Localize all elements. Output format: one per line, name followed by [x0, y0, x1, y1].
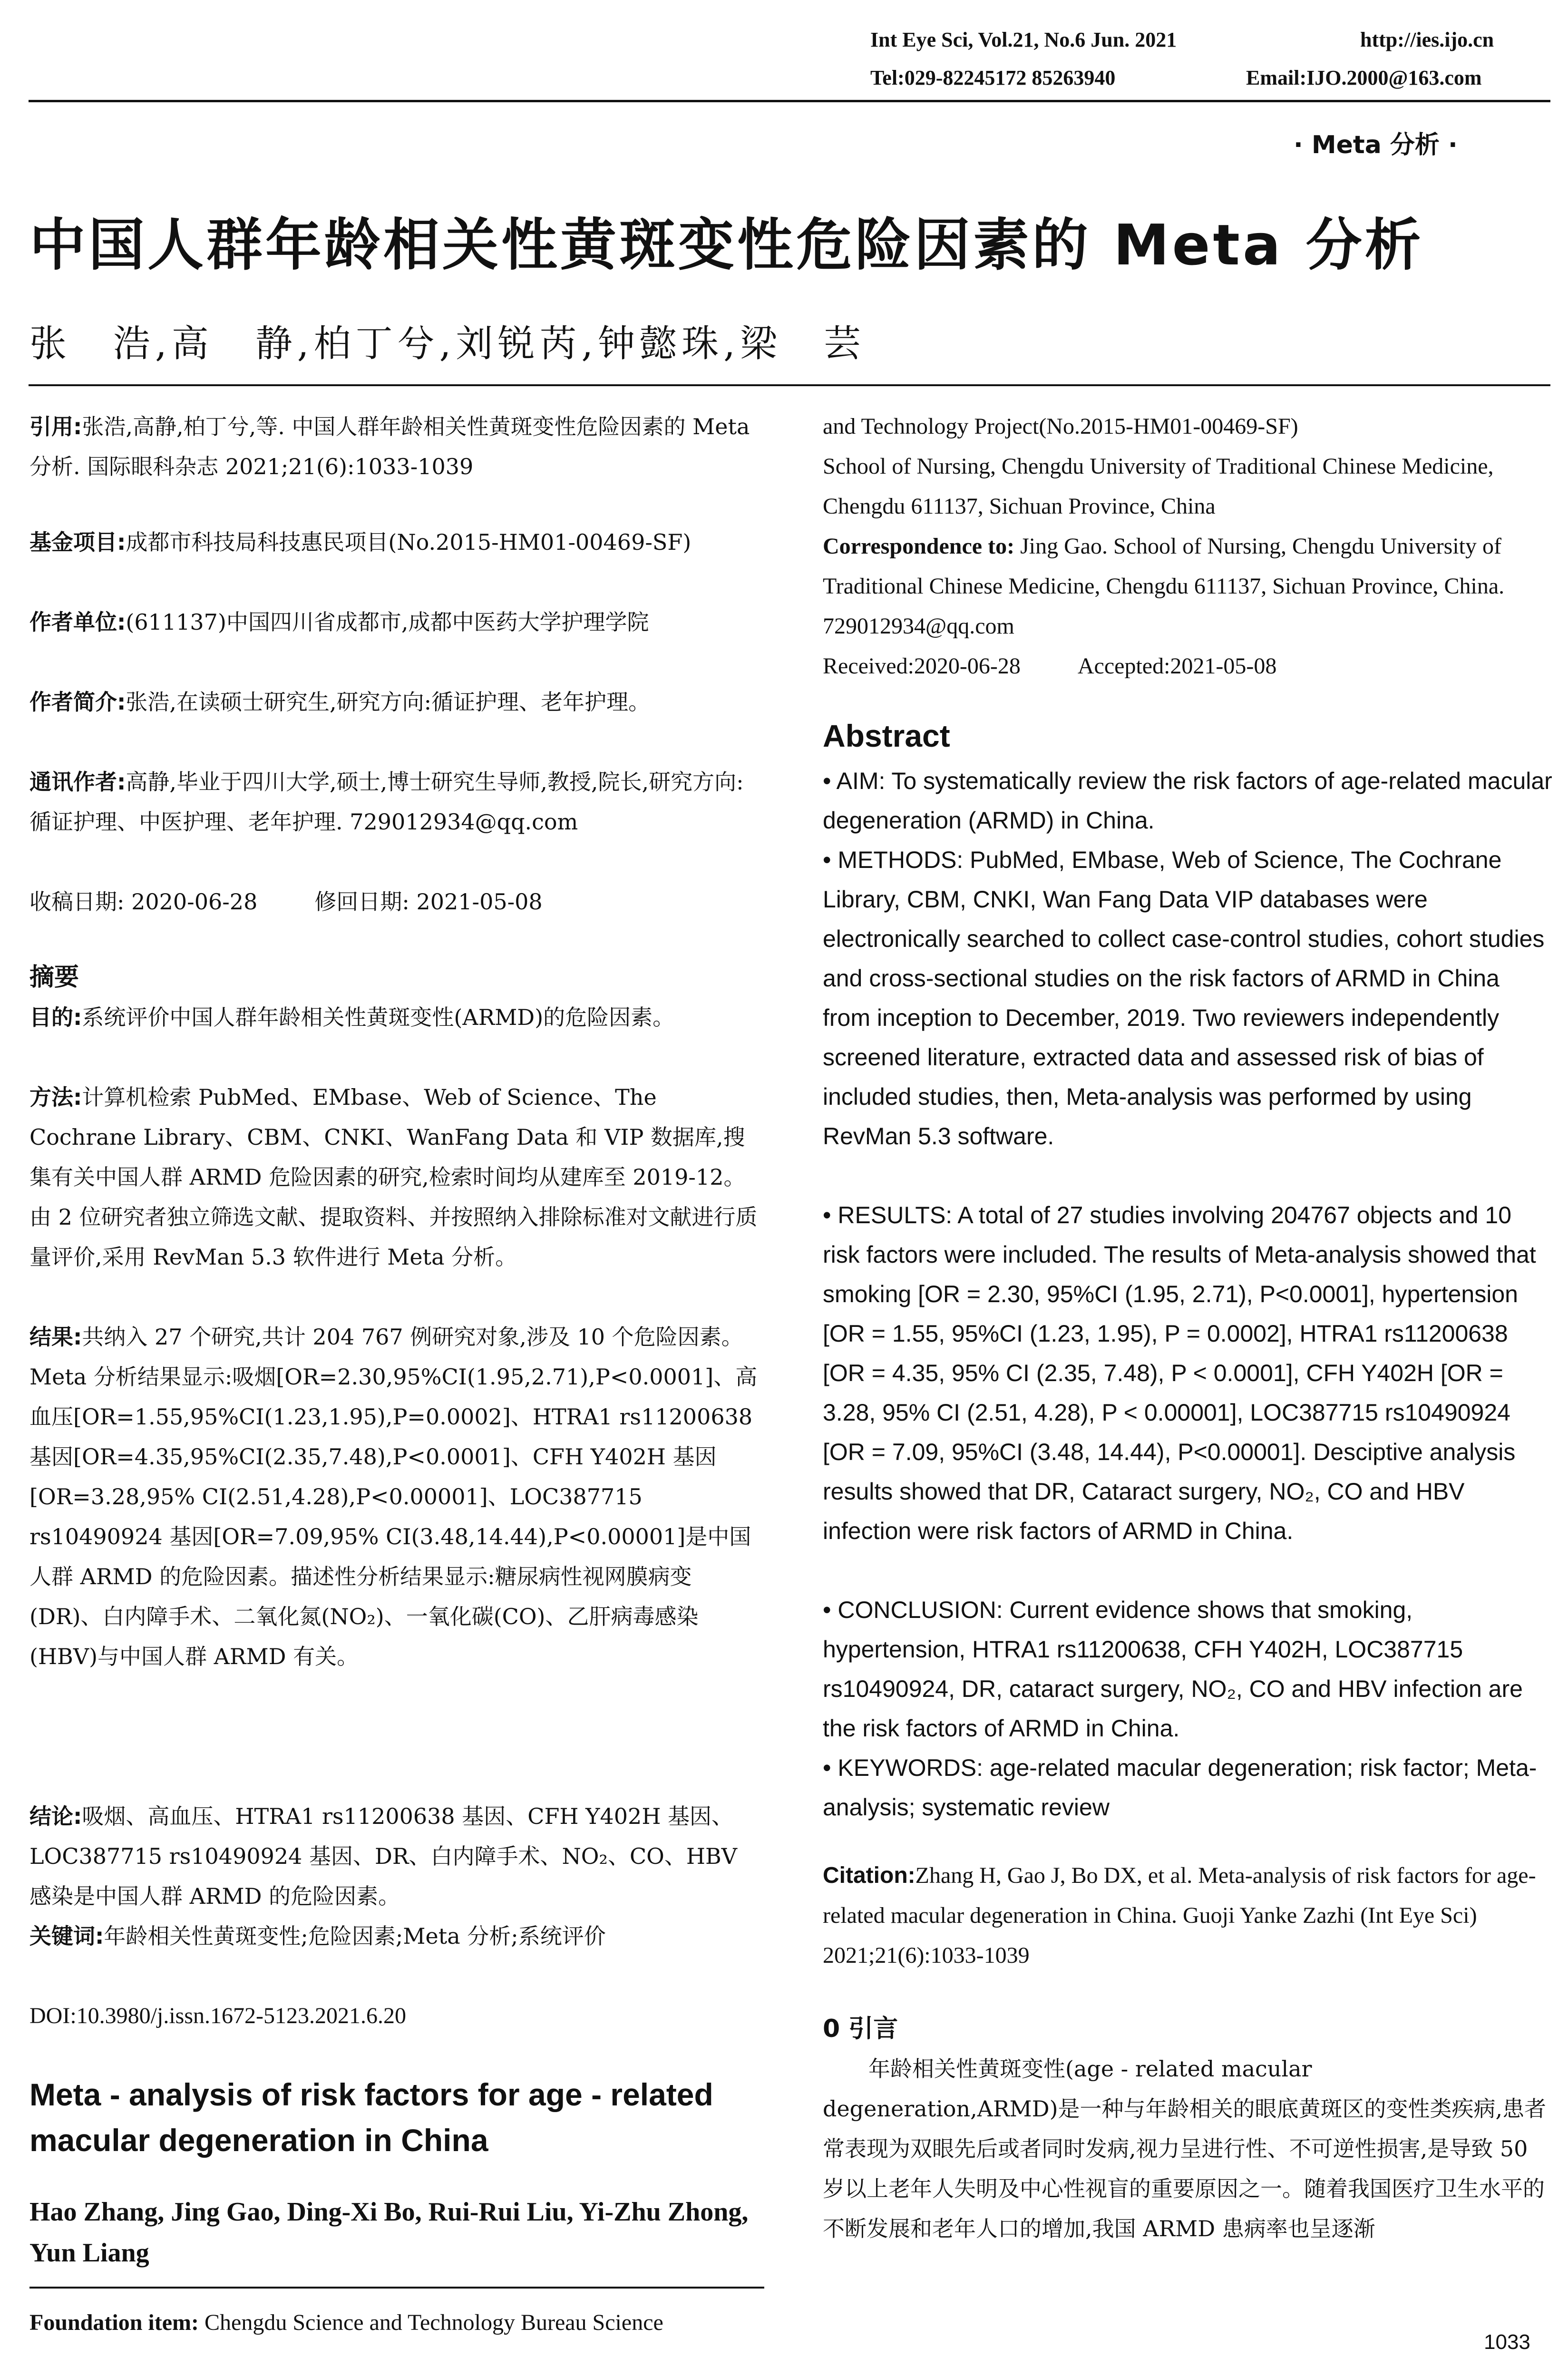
right-column [823, 407, 1553, 2328]
abstract-cn-heading: 摘要 [29, 963, 79, 992]
doi[interactable]: DOI:10.3980/j.issn.1672-5123.2021.6.20 [29, 2003, 406, 2028]
foundation-item: Foundation item: Chengdu Science and Technology Bureau Science [29, 2310, 663, 2335]
english-title: Meta - analysis of risk factors for age - related macular degeneration in China [29, 2077, 713, 2158]
author-unit: 作者单位:(611137)中国四川省成都市,成都中医药大学护理学院 [29, 609, 649, 635]
method-cn: 方法:计算机检索 PubMed、EMbase、Web of Science、The Cochrane Library、CBM、CNKI、WanFang Data 和 VIP 数据库,搜集有关中国人群 ARMD 危险因素的研究,检索时间均从建库至 2019-12。由 2 位研究者独立筛选文献、提取资料、并按照纳入排除标准对文献进行质量评价,采用 RevMan 5.3 软件进行 Meta 分析。 [29, 1084, 758, 1270]
citation-en: Citation:Zhang H, Gao J, Bo DX, et al. Meta-analysis of risk factors for age-related macular degeneration in China. Guoji Yanke Zazhi (Int Eye Sci) 2021;21(6):1033-1039 [823, 1863, 1536, 1968]
abstract-aim: • AIM: To systematically review the risk factors of age-related macular degeneration (ARMD) in China. [823, 768, 1552, 834]
journal-url[interactable]: http://ies.ijo.cn [1360, 28, 1494, 51]
section-tag: · Meta 分析 · [1294, 131, 1458, 159]
dates-en: Received:2020-06-28 Accepted:2021-05-08 [823, 653, 1277, 679]
authors-cn: 张 浩,高 静,柏丁兮,刘锐芮,钟懿珠,梁 芸 [29, 322, 866, 365]
aim-cn: 目的:系统评价中国人群年龄相关性黄斑变性(ARMD)的危险因素。 [29, 1004, 675, 1030]
conclusion-cn: 结论:吸烟、高血压、HTRA1 rs11200638 基因、CFH Y402H 基因、LOC387715 rs10490924 基因、DR、白内障手术、NO₂、CO、HBV 感染是中国人群 ARMD 的危险因素。 [29, 1803, 737, 1909]
fund-info: 基金项目:成都市科技局科技惠民项目(No.2015-HM01-00469-SF) [29, 529, 691, 555]
page-number: 1033 [1484, 2330, 1530, 2354]
foundation-item-cont: and Technology Project(No.2015-HM01-00469-SF) [823, 414, 1298, 439]
abstract-keywords: • KEYWORDS: age-related macular degeneration; risk factor; Meta-analysis; systematic review [823, 1754, 1537, 1821]
dates-cn: 收稿日期: 2020-06-28 修回日期: 2021-05-08 [29, 889, 543, 915]
result-cn: 结果:共纳入 27 个研究,共计 204 767 例研究对象,涉及 10 个危险因素。Meta 分析结果显示:吸烟[OR=2.30,95%CI(1.95,2.71),P<0.0001]、高血压[OR=1.55,95%CI(1.23,1.95),P=0.0002]、HTRA1 rs11200638 基因[OR=4.35,95%CI(2.35,7.48),P<0.0001]、CFH Y402H 基因[OR=3.28,95% CI(2.51,4.28),P<0.00001]、LOC387715 rs10490924 基因[OR=7.09,95% CI(3.48,14.44),P<0.00001]是中国人群 ARMD 的危险因素。描述性分析结果显示:糖尿病性视网膜病变(DR)、白内障手术、二氧化氮(NO₂)、一氧化碳(CO)、乙肝病毒感染(HBV)与中国人群 ARMD 有关。 [29, 1324, 758, 1669]
author-bio: 作者简介:张浩,在读硕士研究生,研究方向:循证护理、老年护理。 [29, 689, 651, 715]
abstract-results: • RESULTS: A total of 27 studies involving 204767 objects and 10 risk factors were included. The results of Meta-analysis showed that smoking [OR = 2.30, 95%CI (1.95, 2.71), P<0.0001], hypertension [OR = 1.55, 95%CI (1.23, 1.95), P = 0.0002], HTRA1 rs11200638 [OR = 4.35, 95% CI (2.35, 7.48), P < 0.0001], CFH Y402H [OR = 3.28, 95% CI (2.51, 4.28), P < 0.00001], LOC387715 rs10490924 [OR = 7.09, 95%CI (3.48, 14.44), P<0.00001]. Desciptive analysis results showed that DR, Cataract surgery, NO₂, CO and HBV infection were risk factors of ARMD in China. [823, 1202, 1536, 1544]
abstract-methods: • METHODS: PubMed, EMbase, Web of Science, The Cochrane Library, CBM, CNKI, Wan Fang Data VIP databases were electronically searched to collect case-control studies, cohort studies and cross-sectional studies on the risk factors of ARMD in China from inception to December, 2019. Two reviewers independently screened literature, extracted data and assessed risk of bias of included studies, then, Meta-analysis was performed by using RevMan 5.3 software. [823, 847, 1545, 1150]
page-title: 中国人群年龄相关性黄斑变性危险因素的 Meta 分析 [29, 212, 1424, 278]
title-rule [29, 384, 1550, 386]
abstract-heading: Abstract [823, 718, 950, 753]
journal-tel: Tel:029-82245172 85263940 [870, 66, 1116, 89]
left-column [29, 407, 764, 2343]
header-rule [29, 100, 1550, 102]
journal-email[interactable]: Email:IJO.2000@163.com [1246, 66, 1482, 89]
english-authors: Hao Zhang, Jing Gao, Ding-Xi Bo, Rui-Rui Liu, Yi-Zhu Zhong, Yun Liang [29, 2197, 749, 2268]
abstract-conclusion: • CONCLUSION: Current evidence shows that smoking, hypertension, HTRA1 rs11200638, CFH Y402H, LOC387715 rs10490924, DR, cataract surgery, NO₂, CO and HBV infection are the risk factors of ARMD in China. [823, 1597, 1523, 1742]
keywords-cn: 关键词:年龄相关性黄斑变性;危险因素;Meta 分析;系统评价 [29, 1923, 606, 1949]
affiliation-en: School of Nursing, Chengdu University of Traditional Chinese Medicine, Chengdu 611137, Sichuan Province, China [823, 454, 1494, 519]
intro-text: 年龄相关性黄斑变性(age - related macular degeneration,ARMD)是一种与年龄相关的眼底黄斑区的变性类疾病,患者常表现为双眼先后或者同时发病,视力呈进行性、不可逆性损害,是导致 50 岁以上老年人失明及中心性视盲的重要原因之一。随着我国医疗卫生水平的不断发展和老年人口的增加,我国 ARMD 患病率也呈逐渐 [823, 2056, 1547, 2241]
citation-cn: 引用:张浩,高静,柏丁兮,等. 中国人群年龄相关性黄斑变性危险因素的 Meta 分析. 国际眼科杂志 2021;21(6):1033-1039 [29, 414, 750, 479]
corresponding-author: 通讯作者:高静,毕业于四川大学,硕士,博士研究生导师,教授,院长,研究方向:循证护理、中医护理、老年护理. 729012934@qq.com [29, 769, 744, 835]
correspondence-en: Correspondence to: Jing Gao. School of Nursing, Chengdu University of Traditional Chinese Medicine, Chengdu 611137, Sichuan Province, China. 729012934@qq.com [823, 534, 1505, 639]
journal-info: Int Eye Sci, Vol.21, No.6 Jun. 2021 [870, 28, 1177, 51]
intro-heading: 0 引言 [823, 2015, 898, 2043]
foundation-rule [29, 2287, 764, 2289]
